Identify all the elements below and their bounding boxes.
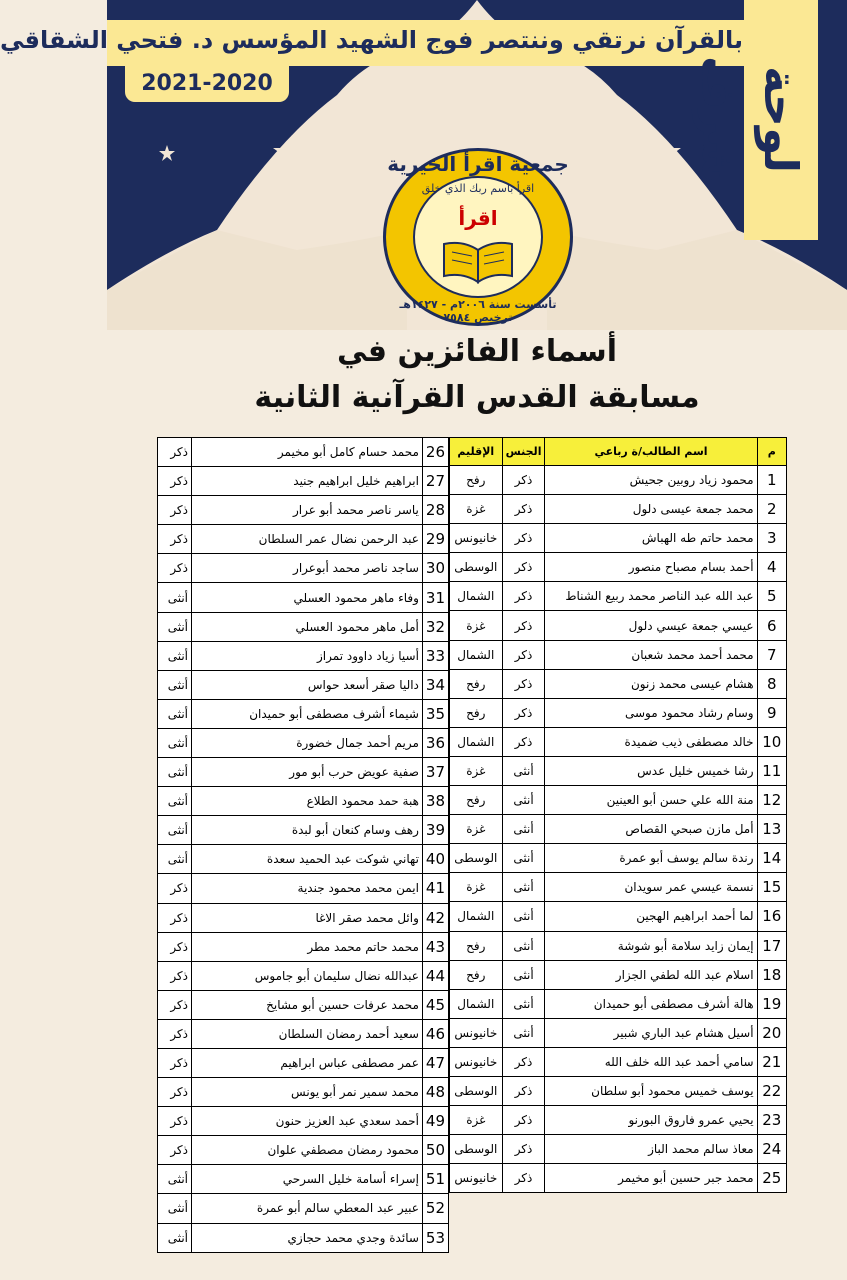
- student-region: رفح: [450, 960, 503, 989]
- logo-word: اقرأ: [458, 206, 498, 230]
- row-number: 26: [422, 438, 448, 467]
- row-number: 31: [422, 583, 448, 612]
- student-gender: ذكر: [502, 640, 545, 669]
- student-gender: أنثى: [158, 1223, 192, 1252]
- table-row: [450, 669, 787, 698]
- student-gender: ذكر: [158, 525, 192, 554]
- student-region: الوسطى: [450, 1076, 503, 1105]
- row-number: 4: [757, 553, 786, 582]
- row-number: 7: [757, 640, 786, 669]
- table-row: [158, 874, 449, 903]
- student-gender: ذكر: [158, 1048, 192, 1077]
- student-name: محمد جمعة عيسى دلول: [545, 495, 757, 524]
- row-number: 1: [757, 466, 786, 495]
- student-region: غزة: [450, 1106, 503, 1135]
- table-row: [158, 525, 449, 554]
- student-gender: أنثى: [158, 670, 192, 699]
- row-number: 15: [757, 873, 786, 902]
- table-row: [450, 989, 787, 1018]
- header-gender: الجنس: [502, 438, 545, 466]
- table-row: [158, 670, 449, 699]
- student-gender: ذكر: [502, 611, 545, 640]
- student-region: خانيونس: [450, 524, 503, 553]
- association-logo: [383, 148, 573, 326]
- student-gender: أنثى: [158, 845, 192, 874]
- student-region: رفح: [450, 466, 503, 495]
- row-number: 9: [757, 698, 786, 727]
- student-region: غزة: [450, 815, 503, 844]
- table-row: [158, 1136, 449, 1165]
- student-gender: ذكر: [158, 990, 192, 1019]
- student-name: مريم أحمد جمال خضورة: [192, 728, 423, 757]
- student-name: أحمد بسام مصباح منصور: [545, 553, 757, 582]
- student-name: رهف وسام كنعان أبو لبدة: [192, 816, 423, 845]
- row-number: 37: [422, 758, 448, 787]
- table-row: [450, 524, 787, 553]
- student-name: سامي أحمد عبد الله خلف الله: [545, 1047, 757, 1076]
- student-name: إيمان زايد سلامة أبو شوشة: [545, 931, 757, 960]
- student-region: الوسطى: [450, 553, 503, 582]
- table-row: [450, 495, 787, 524]
- row-number: 6: [757, 611, 786, 640]
- student-region: غزة: [450, 495, 503, 524]
- row-number: 43: [422, 932, 448, 961]
- student-name: تهاني شوكت عبد الحميد سعدة: [192, 845, 423, 874]
- student-name: عمر مصطفى عباس ابراهيم: [192, 1048, 423, 1077]
- row-number: 33: [422, 641, 448, 670]
- student-name: عبدالله نضال سليمان أبو جاموس: [192, 961, 423, 990]
- student-region: الشمال: [450, 727, 503, 756]
- student-gender: ذكر: [158, 903, 192, 932]
- student-name: هشام عيسى محمد زنون: [545, 669, 757, 698]
- student-name: رندة سالم يوسف أبو عمرة: [545, 844, 757, 873]
- row-number: 11: [757, 756, 786, 785]
- table-row: [450, 611, 787, 640]
- student-gender: ذكر: [502, 466, 545, 495]
- table-row: [158, 467, 449, 496]
- student-gender: ذكر: [158, 932, 192, 961]
- student-region: الوسطى: [450, 844, 503, 873]
- student-gender: ذكر: [502, 1106, 545, 1135]
- table-row: [450, 902, 787, 931]
- page-slogan: بالقرآن نرتقي وننتصر فوج الشهيد المؤسس د. فتحي الشقاقي: [0, 26, 743, 54]
- row-number: 21: [757, 1047, 786, 1076]
- row-number: 29: [422, 525, 448, 554]
- student-gender: أنثى: [158, 699, 192, 728]
- logo-association-name: جمعية اقرأ الخيرية: [387, 152, 569, 176]
- table-row: [450, 640, 787, 669]
- student-gender: أنثى: [158, 1165, 192, 1194]
- row-number: 51: [422, 1165, 448, 1194]
- student-gender: ذكر: [502, 727, 545, 756]
- student-gender: ذكر: [502, 1135, 545, 1164]
- student-gender: ذكر: [502, 524, 545, 553]
- student-region: خانيونس: [450, 1047, 503, 1076]
- student-gender: أنثى: [158, 583, 192, 612]
- student-region: غزة: [450, 873, 503, 902]
- table-row: [158, 1194, 449, 1223]
- table-row: [158, 787, 449, 816]
- student-name: أسيل هشام عبد الباري شبير: [545, 1018, 757, 1047]
- academic-year: 2021-2020: [125, 66, 289, 102]
- table-row: [450, 815, 787, 844]
- header-name: اسم الطالب/ة رباعي: [545, 438, 757, 466]
- row-number: 46: [422, 1019, 448, 1048]
- row-number: 2: [757, 495, 786, 524]
- table-row: [158, 728, 449, 757]
- student-gender: أنثى: [502, 873, 545, 902]
- table-row: [158, 932, 449, 961]
- student-name: سعيد أحمد رمضان السلطان: [192, 1019, 423, 1048]
- student-gender: ذكر: [158, 1107, 192, 1136]
- student-gender: ذكر: [502, 669, 545, 698]
- student-region: رفح: [450, 669, 503, 698]
- row-number: 3: [757, 524, 786, 553]
- row-number: 39: [422, 816, 448, 845]
- table-row: [450, 1018, 787, 1047]
- student-gender: ذكر: [158, 1078, 192, 1107]
- student-name: محمد جبر حسين أبو مخيمر: [545, 1164, 757, 1193]
- row-number: 32: [422, 612, 448, 641]
- table-row: [158, 496, 449, 525]
- student-gender: ذكر: [502, 1047, 545, 1076]
- student-region: الوسطى: [450, 1135, 503, 1164]
- student-gender: أنثى: [158, 758, 192, 787]
- student-name: ابراهيم خليل ابراهيم جنيد: [192, 467, 423, 496]
- table-row: [450, 582, 787, 611]
- row-number: 27: [422, 467, 448, 496]
- student-gender: ذكر: [158, 1136, 192, 1165]
- table-row: [158, 438, 449, 467]
- student-gender: أنثى: [502, 989, 545, 1018]
- headline-line2: مسابقة القدس القرآنية الثانية: [254, 380, 700, 415]
- student-name: وفاء ماهر محمود العسلي: [192, 583, 423, 612]
- table-row: [158, 961, 449, 990]
- student-name: أمل مازن صبحي القصاص: [545, 815, 757, 844]
- student-gender: ذكر: [502, 1076, 545, 1105]
- student-gender: أنثى: [502, 960, 545, 989]
- logo-founding-date: تأسست سنة ٢٠٠٦م - ١٤٢٧هـ ترخيص ٧٥٨٤: [399, 298, 557, 324]
- student-gender: أنثى: [502, 931, 545, 960]
- student-name: أحمد سعدي عبد العزيز حنون: [192, 1107, 423, 1136]
- table-row: [450, 786, 787, 815]
- student-name: محمد سمير نمر أبو يونس: [192, 1078, 423, 1107]
- student-name: سائدة وجدي محمد حجازي: [192, 1223, 423, 1252]
- table-row: [158, 903, 449, 932]
- student-name: عيسي جمعة عيسي دلول: [545, 611, 757, 640]
- student-gender: ذكر: [158, 874, 192, 903]
- row-number: 35: [422, 699, 448, 728]
- student-name: معاذ سالم محمد الباز: [545, 1135, 757, 1164]
- student-gender: ذكر: [158, 467, 192, 496]
- student-name: محمود زياد روبين جحيش: [545, 466, 757, 495]
- table-row: [158, 554, 449, 583]
- headline-line1: أسماء الفائزين في: [337, 334, 617, 369]
- table-row: [450, 727, 787, 756]
- student-name: ساجد ناصر محمد أبوعرار: [192, 554, 423, 583]
- row-number: 48: [422, 1078, 448, 1107]
- student-name: أسيا زياد داوود تمراز: [192, 641, 423, 670]
- student-name: محمد أحمد محمد شعبان: [545, 640, 757, 669]
- row-number: 30: [422, 554, 448, 583]
- row-number: 52: [422, 1194, 448, 1223]
- student-name: صفية عويض حرب أبو مور: [192, 758, 423, 787]
- table-row: [450, 466, 787, 495]
- student-name: محمد حسام كامل أبو مخيمر: [192, 438, 423, 467]
- student-gender: ذكر: [502, 553, 545, 582]
- table-row: [158, 641, 449, 670]
- row-number: 8: [757, 669, 786, 698]
- student-name: أمل ماهر محمود العسلي: [192, 612, 423, 641]
- student-gender: أنثى: [158, 1194, 192, 1223]
- row-number: 40: [422, 845, 448, 874]
- student-name: وائل محمد صقر الاغا: [192, 903, 423, 932]
- row-number: 13: [757, 815, 786, 844]
- winners-table-right: [449, 437, 787, 1193]
- row-number: 25: [757, 1164, 786, 1193]
- student-gender: أنثى: [158, 728, 192, 757]
- table-row: [450, 1076, 787, 1105]
- student-region: الشمال: [450, 902, 503, 931]
- table-row: [158, 816, 449, 845]
- row-number: 19: [757, 989, 786, 1018]
- student-gender: أنثى: [158, 641, 192, 670]
- student-name: رشا خميس خليل عدس: [545, 756, 757, 785]
- student-gender: ذكر: [158, 961, 192, 990]
- student-name: عبير عبد المعطي سالم أبو عمرة: [192, 1194, 423, 1223]
- student-region: غزة: [450, 756, 503, 785]
- student-name: اسلام عبد الله لطفي الجزار: [545, 960, 757, 989]
- student-gender: أنثى: [158, 816, 192, 845]
- student-gender: ذكر: [502, 698, 545, 727]
- student-region: رفح: [450, 931, 503, 960]
- table-header-row: [450, 438, 787, 466]
- header-banner: [0, 0, 847, 330]
- student-name: محمد عرفات حسين أبو مشايخ: [192, 990, 423, 1019]
- table-row: [158, 1048, 449, 1077]
- winners-left-body: [158, 438, 449, 1253]
- student-name: ايمن محمد محمود جندية: [192, 874, 423, 903]
- table-row: [158, 990, 449, 1019]
- row-number: 28: [422, 496, 448, 525]
- row-number: 23: [757, 1106, 786, 1135]
- table-row: [450, 553, 787, 582]
- table-row: [450, 1135, 787, 1164]
- student-gender: أنثى: [502, 902, 545, 931]
- row-number: 14: [757, 844, 786, 873]
- open-book-icon: [438, 232, 518, 292]
- student-name: يحيي عمرو فاروق البورنو: [545, 1106, 757, 1135]
- table-row: [158, 612, 449, 641]
- student-name: إسراء أسامة خليل السرحي: [192, 1165, 423, 1194]
- student-region: الشمال: [450, 989, 503, 1018]
- student-region: خانيونس: [450, 1018, 503, 1047]
- row-number: 36: [422, 728, 448, 757]
- student-gender: أنثى: [502, 815, 545, 844]
- table-row: [450, 931, 787, 960]
- row-number: 45: [422, 990, 448, 1019]
- row-number: 47: [422, 1048, 448, 1077]
- table-row: [450, 844, 787, 873]
- student-name: لما أحمد ابراهيم الهجين: [545, 902, 757, 931]
- student-name: عبد الله عبد الناصر محمد ربيع الشناط: [545, 582, 757, 611]
- honor-board-title: لوحة شرف: [692, 56, 808, 184]
- row-number: 34: [422, 670, 448, 699]
- row-number: 10: [757, 727, 786, 756]
- student-name: محمد حاتم طه الهباش: [545, 524, 757, 553]
- row-number: 44: [422, 961, 448, 990]
- row-number: 50: [422, 1136, 448, 1165]
- student-name: وسام رشاد محمود موسى: [545, 698, 757, 727]
- table-row: [158, 1107, 449, 1136]
- row-number: 12: [757, 786, 786, 815]
- table-row: [158, 758, 449, 787]
- row-number: 41: [422, 874, 448, 903]
- student-name: محمد حاتم محمد مطر: [192, 932, 423, 961]
- table-row: [450, 1047, 787, 1076]
- student-gender: ذكر: [158, 438, 192, 467]
- student-gender: ذكر: [502, 1164, 545, 1193]
- row-number: 42: [422, 903, 448, 932]
- winners-right-body: [450, 466, 787, 1193]
- student-gender: أنثى: [158, 787, 192, 816]
- student-name: خالد مصطفى ذيب ضميدة: [545, 727, 757, 756]
- table-row: [450, 1164, 787, 1193]
- student-region: غزة: [450, 611, 503, 640]
- student-name: منة الله علي حسن أبو العينين: [545, 786, 757, 815]
- student-name: شيماء أشرف مصطفى أبو حميدان: [192, 699, 423, 728]
- student-region: خانيونس: [450, 1164, 503, 1193]
- header-region: الإقليم: [450, 438, 503, 466]
- student-gender: ذكر: [502, 582, 545, 611]
- student-gender: أنثى: [502, 1018, 545, 1047]
- student-name: عبد الرحمن نضال عمر السلطان: [192, 525, 423, 554]
- student-region: رفح: [450, 786, 503, 815]
- student-gender: ذكر: [158, 1019, 192, 1048]
- logo-verse: اقرأ باسم ربك الذي خلق: [421, 182, 535, 195]
- table-row: [158, 1019, 449, 1048]
- row-number: 53: [422, 1223, 448, 1252]
- table-row: [450, 873, 787, 902]
- table-row: [158, 583, 449, 612]
- row-number: 24: [757, 1135, 786, 1164]
- row-number: 17: [757, 931, 786, 960]
- student-region: الشمال: [450, 640, 503, 669]
- table-row: [158, 1223, 449, 1252]
- table-row: [450, 756, 787, 785]
- row-number: 22: [757, 1076, 786, 1105]
- student-name: نسمة عيسي عمر سويدان: [545, 873, 757, 902]
- student-gender: أنثى: [502, 844, 545, 873]
- row-number: 20: [757, 1018, 786, 1047]
- row-number: 16: [757, 902, 786, 931]
- student-name: داليا صقر أسعد حواس: [192, 670, 423, 699]
- student-name: محمود رمضان مصطفي علوان: [192, 1136, 423, 1165]
- student-gender: ذكر: [502, 495, 545, 524]
- table-row: [158, 699, 449, 728]
- student-region: رفح: [450, 698, 503, 727]
- header-number: م: [757, 438, 786, 466]
- student-gender: أنثى: [158, 612, 192, 641]
- student-name: يوسف خميس محمود أبو سلطان: [545, 1076, 757, 1105]
- table-row: [450, 960, 787, 989]
- student-name: هبة حمد محمود الطلاع: [192, 787, 423, 816]
- table-row: [158, 845, 449, 874]
- student-name: ياسر ناصر محمد أبو عرار: [192, 496, 423, 525]
- student-gender: ذكر: [158, 554, 192, 583]
- student-gender: أنثى: [502, 756, 545, 785]
- student-gender: أنثى: [502, 786, 545, 815]
- winners-table-left: [157, 437, 449, 1253]
- row-number: 5: [757, 582, 786, 611]
- student-region: الشمال: [450, 582, 503, 611]
- table-row: [158, 1078, 449, 1107]
- row-number: 38: [422, 787, 448, 816]
- table-row: [158, 1165, 449, 1194]
- student-gender: ذكر: [158, 496, 192, 525]
- row-number: 49: [422, 1107, 448, 1136]
- table-row: [450, 1106, 787, 1135]
- row-number: 18: [757, 960, 786, 989]
- student-name: هالة أشرف مصطفى أبو حميدان: [545, 989, 757, 1018]
- table-row: [450, 698, 787, 727]
